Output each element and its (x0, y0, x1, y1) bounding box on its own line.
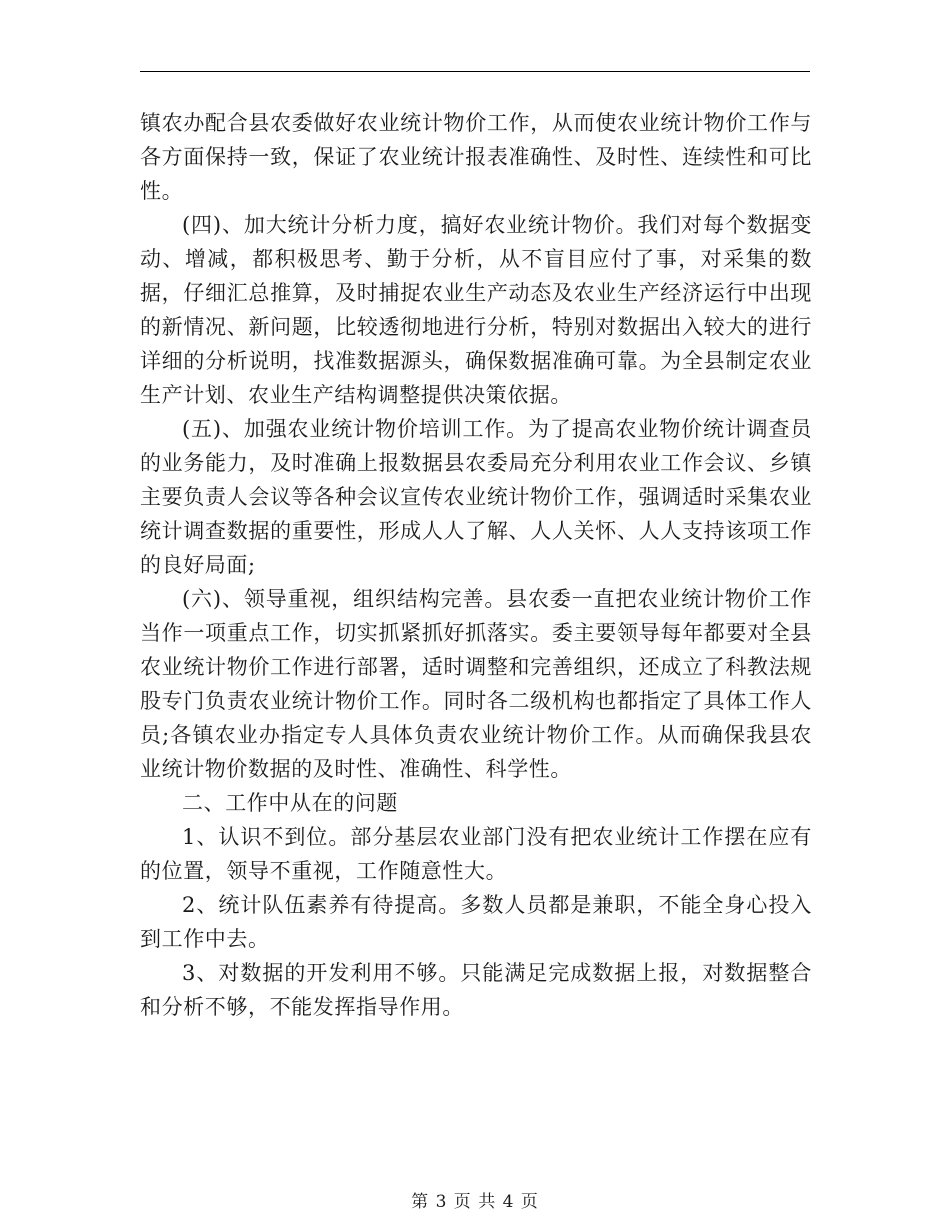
paragraph-problem-3: 3、对数据的开发利用不够。只能满足完成数据上报，对数据整合和分析不够，不能发挥指导作用。 (140, 961, 812, 1019)
page-number-footer: 第 3 页 共 4 页 (411, 1192, 539, 1212)
paragraph-continuation: 镇农办配合县农委做好农业统计物价工作，从而使农业统计物价工作与各方面保持一致，保证了农业统计报表准确性、及时性、连续性和可比性。 (140, 111, 812, 203)
paragraph-section-4: (四)、加大统计分析力度，搞好农业统计物价。我们对每个数据变动、增减，都积极思考、勤于分析，从不盲目应付了事，对采集的数据，仔细汇总推算，及时捕捉农业生产动态及农业生产经济运行中出现的新情况、新问题，比较透彻地进行分析，特别对数据出入较大的进行详细的分析说明，找准数据源头，确保数据准确可靠。为全县制定农业生产计划、农业生产结构调整提供决策依据。 (140, 213, 812, 407)
section-heading-problems: 二、工作中从在的问题 (182, 791, 398, 815)
paragraph-section-5: (五)、加强农业统计物价培训工作。为了提高农业物价统计调查员的业务能力，及时准确上报数据县农委局充分利用农业工作会议、乡镇主要负责人会议等各种会议宣传农业统计物价工作，强调适时采集农业统计调查数据的重要性，形成人人了解、人人关怀、人人支持该项工作的良好局面; (140, 417, 812, 577)
paragraph-problem-2: 2、统计队伍素养有待提高。多数人员都是兼职，不能全身心投入到工作中去。 (140, 893, 812, 951)
header-rule (140, 71, 810, 72)
paragraph-section-6: (六)、领导重视，组织结构完善。县农委一直把农业统计物价工作当作一项重点工作，切实抓紧抓好抓落实。委主要领导每年都要对全县农业统计物价工作进行部署，适时调整和完善组织，还成立了科教法规股专门负责农业统计物价工作。同时各二级机构也都指定了具体工作人员;各镇农业办指定专人具体负责农业统计物价工作。从而确保我县农业统计物价数据的及时性、准确性、科学性。 (140, 587, 812, 781)
paragraph-problem-1: 1、认识不到位。部分基层农业部门没有把农业统计工作摆在应有的位置，领导不重视，工作随意性大。 (140, 825, 812, 883)
document-body (140, 106, 812, 1024)
